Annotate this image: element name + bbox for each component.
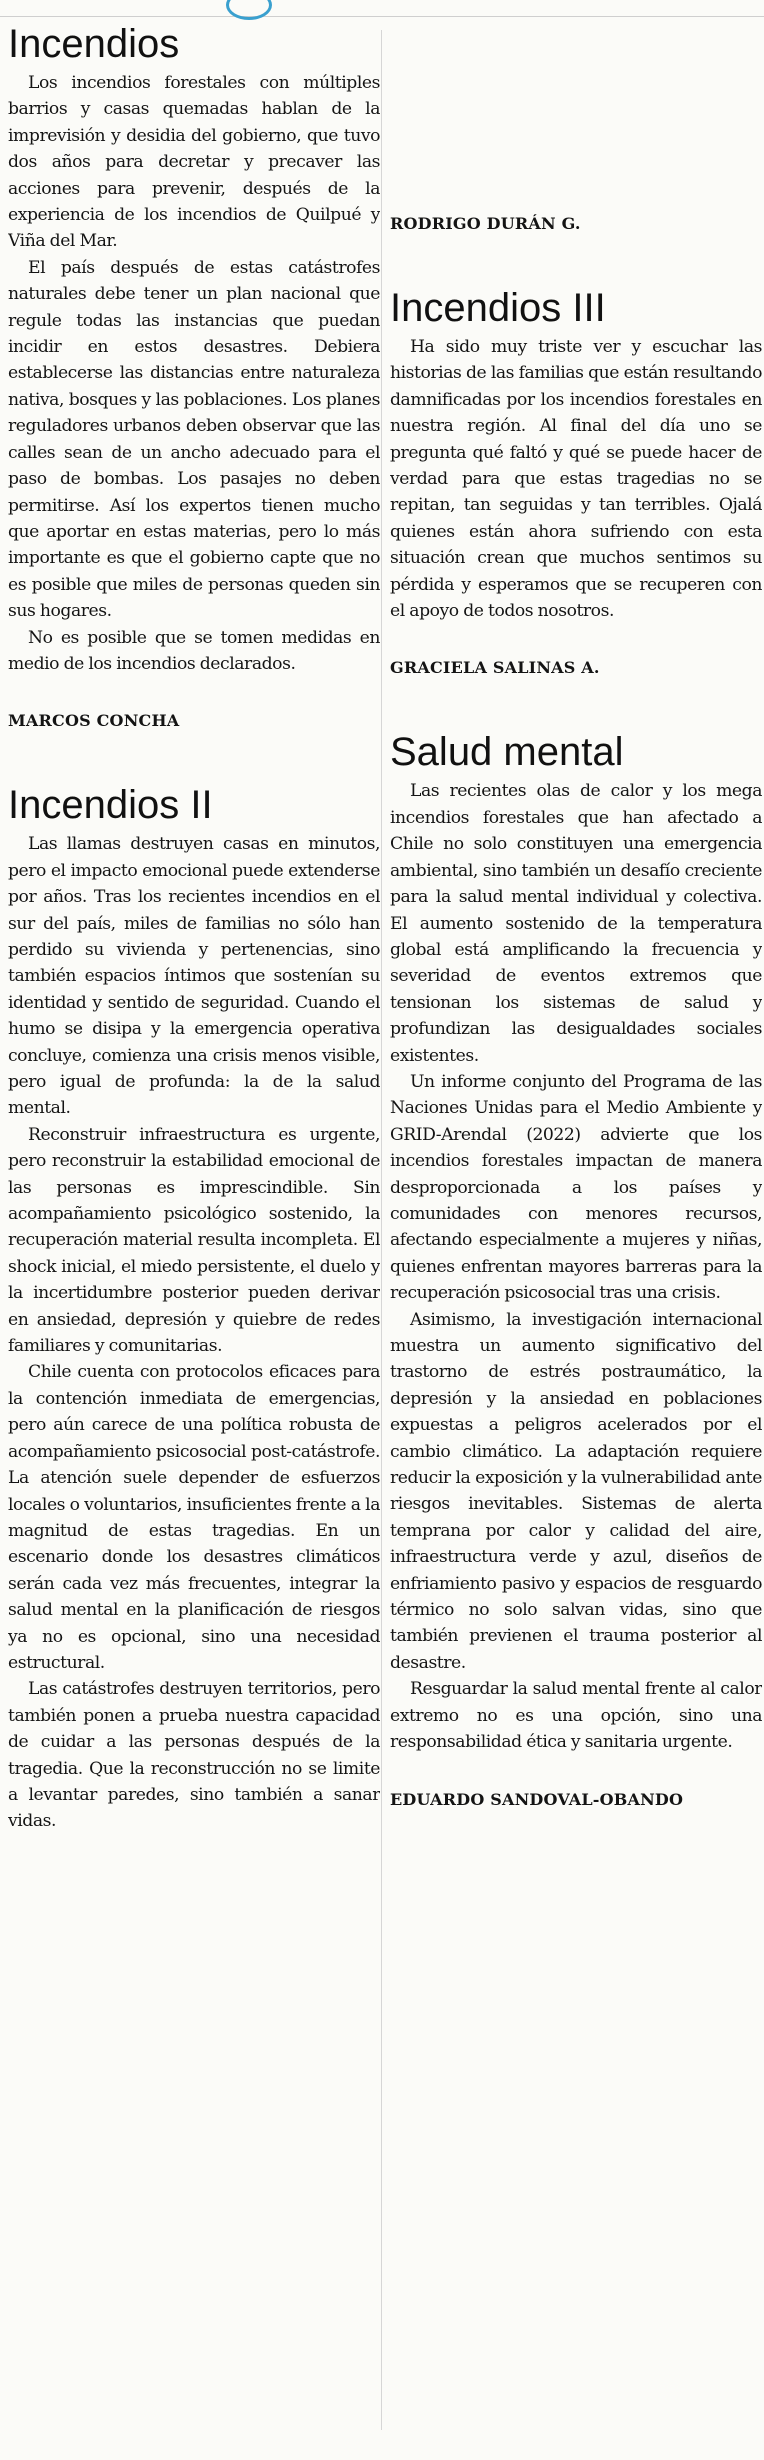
letter-paragraph: Resguardar la salud mental frente al calor extremo no es una opción, sino una responsabilidad ética y sanitaria urgente. [390, 1679, 762, 1753]
letter-author: RODRIGO DURÁN G. [390, 214, 581, 233]
letter-paragraph: Las recientes olas de calor y los mega incendios forestales que han afectado a Chile no solo constituyen una emergencia ambiental, sino también un desafío creciente para la salud mental individual y colectiva. El aumento sostenido de la temperatura global está amplificando la frecuencia y severidad de eventos extremos que tensionan los sistemas de salud y profundizan las desigualdades sociales existentes. [390, 781, 762, 1066]
column-divider [381, 30, 382, 2430]
letter-author: GRACIELA SALINAS A. [390, 658, 600, 678]
letter-author: EDUARDO SANDOVAL-OBANDO [390, 1789, 684, 1809]
letter-incendios-iii [390, 286, 762, 680]
letter-author: MARCOS CONCHA [8, 711, 180, 731]
right-column [390, 22, 762, 2442]
letter-paragraph: No es posible que se tomen medidas en medio de los incendios declarados. [8, 627, 380, 674]
left-column [8, 22, 380, 2442]
letter-title: Incendios III [390, 286, 606, 330]
letter-paragraph: Los incendios forestales con múltiples barrios y casas quemadas hablan de la imprevisión y desidia del gobierno, que tuvo dos años para decretar y precaver las acciones para prevenir, después de la experiencia de los incendios de Quilpué y Viña del Mar. [8, 73, 380, 252]
letter-paragraph: Las llamas destruyen casas en minutos, pero el impacto emocional puede extenderse por años. Tras los recientes incendios en el sur del país, miles de familias no sólo han perdido su vivienda y pertenencias, sino también espacios íntimos que sostenían su identidad y sentido de seguridad. Cuando el humo se disipa y la emergencia operativa concluye, comienza una crisis menos visible, pero igual de profunda: la de la salud mental. [8, 834, 380, 1119]
letter-paragraph: Las catástrofes destruyen territorios, pero también ponen a prueba nuestra capacidad de cuidar a las personas después de la tragedia. Que la reconstrucción no se limite a levantar paredes, sino también a sanar vidas. [8, 1679, 380, 1832]
letter-paragraph: El país después de estas catástrofes naturales debe tener un plan nacional que regule todas las instancias que puedan incidir en estos desastres. Debiera establecerse las distancias entre naturaleza nativa, bosques y las poblaciones. Los planes reguladores urbanos deben observar que las calles sean de un ancho adecuado para el paso de bombas. Los pasajes no deben permitirse. Así los expertos tienen mucho que aportar en estas materias, pero lo más importante es que el gobierno capte que no es posible que miles de personas queden sin sus hogares. [8, 257, 380, 622]
page-header-strip [0, 0, 764, 17]
letter-title: Incendios [8, 22, 180, 66]
newspaper-logo-icon [226, 0, 272, 20]
letter-paragraph: Un informe conjunto del Programa de las Naciones Unidas para el Medio Ambiente y GRID-Arendal (2022) advierte que los incendios forestales impactan de manera desproporcionada a los países y comunidades con menores recursos, afectando especialmente a mujeres y niñas, quienes enfrentan mayores barreras para la recuperación psicosocial tras una crisis. [390, 1071, 762, 1304]
letter-paragraph: Chile cuenta con protocolos eficaces para la contención inmediata de emergencias, pero aún carece de una política robusta de acompañamiento psicosocial post-catástrofe. La atención suele depender de esfuerzos locales o voluntarios, insuficientes frente a la magnitud de estas tragedias. En un escenario donde los desastres climáticos serán cada vez más frecuentes, integrar la salud mental en la planificación de riesgos ya no es opcional, sino una necesidad estructural. [8, 1362, 380, 1673]
letter-title: Salud mental [390, 730, 624, 775]
letter-salud-mental [390, 730, 762, 1811]
letter-incendios-ii-continued [390, 212, 762, 236]
letter-incendios-ii [8, 783, 380, 1834]
letter-paragraph: Reconstruir infraestructura es urgente, pero reconstruir la estabilidad emocional de las personas es imprescindible. Sin acompañamiento psicológico sostenido, la recuperación material resulta incompleta. El shock inicial, el miedo persistente, el duelo y la incertidumbre posterior pueden derivar en ansiedad, depresión y quiebre de redes familiares y comunitarias. [8, 1124, 380, 1357]
letter-title: Incendios II [8, 783, 213, 828]
letter-incendios [8, 22, 380, 733]
letter-paragraph: Asimismo, la investigación internacional muestra un aumento significativo del trastorno de estrés postraumático, la depresión y la ansiedad en poblaciones expuestas a peligros acelerados por el cambio climático. La adaptación requiere reducir la exposición y la vulnerabilidad ante riesgos inevitables. Sistemas de alerta temprana por calor y calidad del aire, infraestructura verde y azul, diseños de enfriamiento pasivo y espacios de resguardo térmico no solo salvan vidas, sino que también previenen el trauma posterior al desastre. [390, 1309, 762, 1673]
letter-paragraph: Ha sido muy triste ver y escuchar las historias de las familias que están resultando damnificadas por los incendios forestales en nuestra región. Al final del día uno se pregunta qué faltó y qué se puede hacer de verdad para que estas tragedias no se repitan, tan seguidas y tan terribles. Ojalá quienes están ahora sufriendo con esta situación crean que muchos sentimos su pérdida y esperamos que se recuperen con el apoyo de todos nosotros. [390, 337, 762, 622]
